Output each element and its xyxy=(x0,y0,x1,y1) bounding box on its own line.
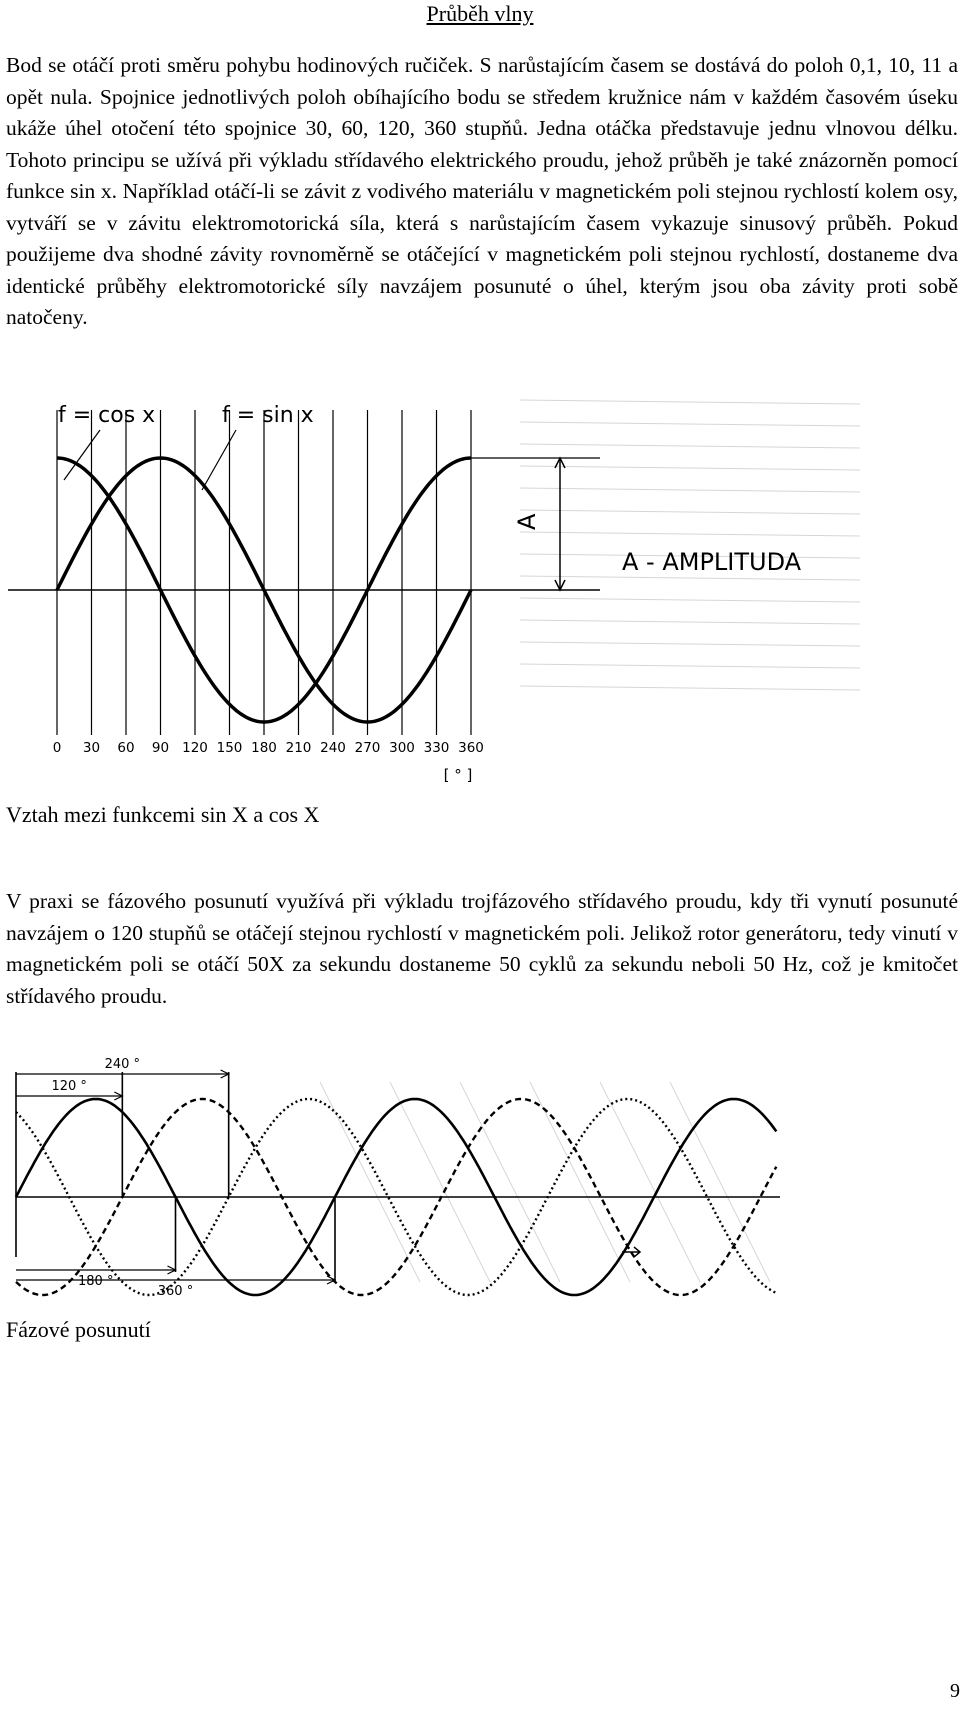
background-line xyxy=(520,532,860,536)
background-line xyxy=(520,642,860,646)
paragraph-phase-shift: V praxi se fázového posunutí využívá při výkladu trojfázového střídavého proudu, kdy tři vynutí posunuté navzájem o 120 stupňů se otáčejí stejnou rychlostí v magnetickém poli. Jelikož rotor generátoru, tedy vinutí v magnetickém poli se otáčí 50X za sekundu dostaneme 50 cyklů za sekundu neboli 50 Hz, což je kmitočet střídavého proudu. xyxy=(6,889,958,1008)
background-line xyxy=(520,466,860,470)
dim-120-label: 120 ° xyxy=(51,1079,87,1094)
caption-sin-cos: Vztah mezi funkcemi sin X a cos X xyxy=(6,802,320,827)
cos-label: f = cos x xyxy=(58,403,156,428)
background-line xyxy=(520,576,860,580)
background-line xyxy=(520,510,860,514)
sin-cos-chart xyxy=(0,380,880,790)
x-tick-label: 210 xyxy=(285,740,312,756)
background-line xyxy=(520,488,860,492)
dim-360-label: 360 ° xyxy=(157,1284,194,1299)
sin-label: f = sin x xyxy=(222,403,314,428)
page-number: 9 xyxy=(950,1680,960,1702)
background-line xyxy=(520,664,860,668)
x-tick-label: 30 xyxy=(82,740,101,756)
x-tick-label: 240 xyxy=(320,740,346,756)
x-tick-label: 180 xyxy=(251,740,277,756)
background-line xyxy=(520,444,860,448)
paragraph-wave-intro: Bod se otáčí proti směru pohybu hodinových ručiček. S narůstajícím časem se dostává do poloh 0,1, 10, 11 a opět nula. Spojnice jednotlivých poloh obíhajícího bodu se středem kružnice nám v každém časovém úseku ukáže úhel otočení této spojnice 30, 60, 120, 360 stupňů. Jedna otáčka představuje jednu vlnovou délku. Tohoto principu se užívá při výkladu střídavého elektrického proudu, jehož průběh je také znázorněn pomocí funkce sin x. Například otáčí-li se závit z vodivého materiálu v magnetickém poli stejnou rychlostí kolem osy, vytváří se v závitu elektromotorická síla, která s narůstajícím časem vykazuje sinusový průběh. Pokud použijeme dva shodné závity rovnoměrně se otáčející v magnetickém poli stejnou rychlostí, dostaneme dva identické průběhy elektromotorické síly navzájem posunuté o úhel, kterým jsou oba závity proti sobě natočeny. xyxy=(6,53,958,329)
caption-phase-shift: Fázové posunutí xyxy=(6,1317,151,1342)
sin-pointer xyxy=(202,430,236,490)
background-line xyxy=(520,400,860,404)
x-tick-label: 60 xyxy=(117,740,135,756)
background-line xyxy=(520,620,860,624)
three-phase-chart xyxy=(0,1052,860,1312)
dim-180-label: 180 ° xyxy=(78,1274,114,1289)
x-tick-label: 300 xyxy=(389,740,415,756)
x-tick-label: 360 xyxy=(458,740,484,756)
x-tick-label: 150 xyxy=(216,740,243,756)
x-tick-label: 90 xyxy=(151,740,170,756)
cos-pointer xyxy=(64,430,100,480)
page-title: Průběh vlny xyxy=(426,1,534,26)
background-line xyxy=(520,598,860,602)
x-unit-label: [ ° ] xyxy=(443,766,473,784)
background-line xyxy=(520,686,860,690)
x-tick-label: 270 xyxy=(354,740,381,756)
amplitude-symbol: A xyxy=(513,513,541,530)
x-tick-label: 330 xyxy=(423,740,450,756)
x-tick-label: 0 xyxy=(52,740,62,756)
background-line xyxy=(520,422,860,426)
x-tick-label: 120 xyxy=(182,740,208,756)
amplitude-label: A - AMPLITUDA xyxy=(622,548,802,576)
dim-240-label: 240 ° xyxy=(104,1057,141,1072)
